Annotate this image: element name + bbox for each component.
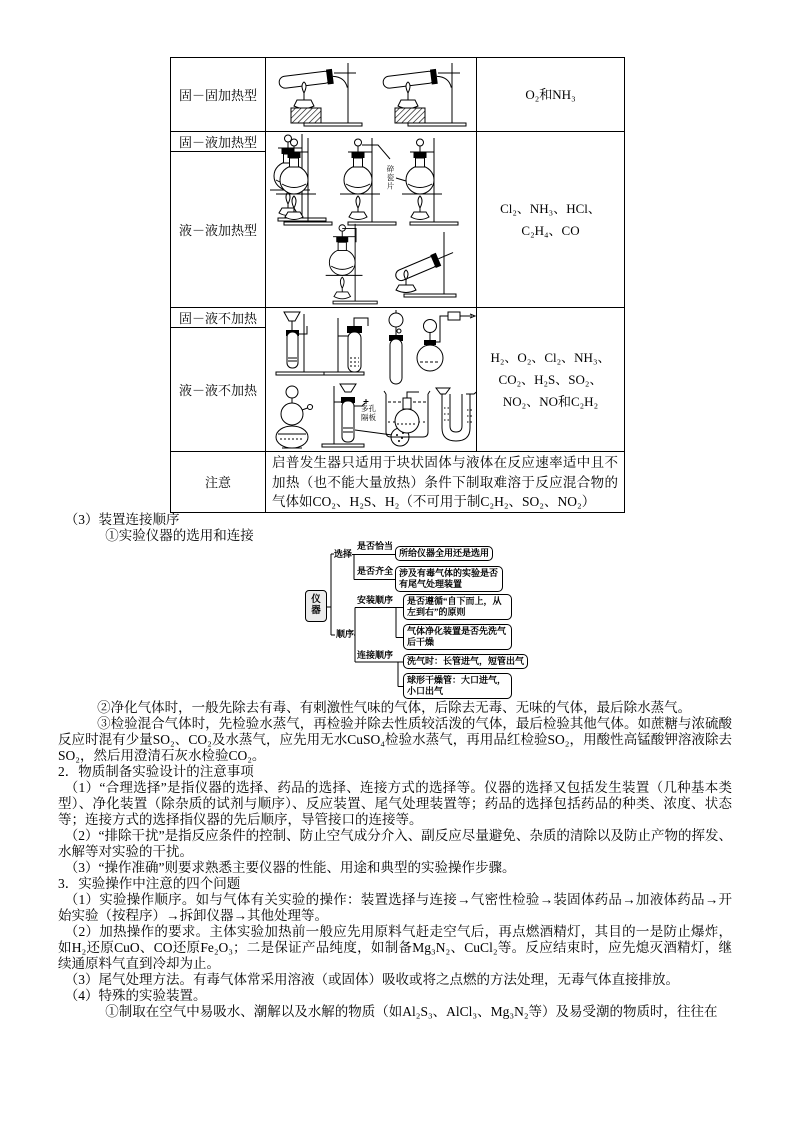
para-note-eliminate-interference: （2）“排除干扰”是指反应条件的控制、防止空气成分介入、副反应尽量避免、杂质的清除以及防止产物的挥发、水解等对实验的干扰。 (58, 828, 732, 859)
flowchart-root-instrument: 仪器 (305, 590, 327, 622)
stoppered-tube-setup (324, 318, 368, 375)
heading-preparation-notes: 2．物质制备实验设计的注意事项 (58, 764, 254, 779)
flowchart-label-order: 顺序 (336, 629, 355, 639)
gases-unheated: H₂、O₂、Cl₂、NH₃、CO₂、H₂S、SO₂、NO₂、NO和C₂H₂ (477, 308, 625, 452)
para-purify-gases: ②净化气体时，一般先除去有毒、有刺激性气味的气体，后除去无毒、无味的气体，最后除水蒸气。 (97, 700, 692, 715)
para-check-mixed-gases: ③检验混合气体时，先检验水蒸气，再检验并除去性质较活泼的气体，最后检验其他气体。如蔗糖与浓硫酸反应时混有少量SO₂、CO₂及水蒸气，应先用无水CuSO₄检验水蒸气，再用品红检验SO₂，用酸性高锰酸钾溶液除去SO₂，然后用澄清石灰水检验CO₂。 (58, 716, 732, 763)
flowchart-label-appropriate: 是否恰当 (357, 541, 394, 551)
porous-plate-label: 多孔隔板 (361, 404, 376, 422)
gases-heated: Cl₂、NH₃、HCl、C₂H₄、CO (477, 132, 625, 308)
u-tube-setup (436, 388, 476, 441)
solid-solid-apparatus-diagram (266, 58, 476, 131)
row-type-solid-liquid-unheated: 固－液不加热 (171, 308, 266, 328)
flowchart-box-wash: 洗气时：长管进气，短管出气 (403, 654, 528, 669)
heated-flask-apparatus-cell (266, 132, 477, 308)
para-op-heating: （2）加热操作的要求。主体实验加热前一般应先用原料气赶走空气后，再点燃酒精灯，其目的一是防止爆炸，如H₂还原CuO、CO还原Fe₂O₃；二是保证产品纯度，如制备Mg₃N₂、CuCl₂等。反应结束时，应先熄灭酒精灯，继续通原料气直到冷却为止。 (58, 924, 732, 971)
flowchart-label-install-order: 安装顺序 (357, 595, 394, 605)
gas-apparatus-table (170, 57, 625, 513)
row-type-liquid-liquid-unheated: 液－液不加热 (171, 328, 266, 452)
heated-test-tube-setup (278, 63, 362, 126)
dropping-funnel-tube-setup (389, 310, 403, 384)
flowchart-label-select: 选择 (334, 549, 353, 559)
unheated-apparatus-diagram (266, 308, 476, 451)
instrument-flowchart (300, 540, 540, 710)
flowchart-box-use-all: 所给仪器全用还是选用 (395, 546, 493, 561)
para-note-reasonable-selection: （1）“合理选择”是指仪器的选择、药品的选择、连接方式的选择等。仪器的选择又包括发生装置（几种基本类型）、净化装置（除杂质的试剂与顺序）、反应装置、尾气处理装置等；药品的选择包括药品的种类、浓度、状态等；连接方式的选择指仪器的先后顺序，导管接口的连接等。 (58, 780, 732, 827)
notice-label: 注意 (171, 452, 266, 513)
row-type-liquid-liquid-heated: 液－液加热型 (171, 152, 266, 308)
body-text (58, 700, 732, 1020)
heated-flask-apparatus-diagram (266, 132, 476, 307)
flowchart-label-connect-order: 连接顺序 (357, 650, 394, 660)
row-type-solid-solid: 固－固加热型 (171, 58, 266, 132)
flowchart-box-dryer: 球形干燥管：大口进气，小口出气 (403, 673, 512, 699)
kipp-generator (276, 386, 313, 448)
flowchart-label-complete: 是否齐全 (357, 566, 394, 576)
flowchart-box-tail-gas: 涉及有毒气体的实验是否有尾气处理装置 (395, 566, 503, 592)
solid-solid-apparatus-cell (266, 58, 477, 132)
para-op-sequence: （1）实验操作顺序。如与气体有关实验的操作：装置选择与连接→气密性检验→装固体药品→加液体药品→开始实验（按程序）→拆卸仪器→其他处理等。 (58, 892, 732, 923)
tilted-test-tube-setup (393, 232, 456, 297)
flask-in-beaker-setup (384, 391, 430, 437)
heading-operation-problems: 3．实验操作中注意的四个问题 (58, 876, 241, 891)
flask-drying-tube-setup (417, 312, 475, 371)
heading-instrument-selection: ①实验仪器的选用和连接 (105, 528, 254, 543)
unheated-apparatus-cell (266, 308, 477, 452)
heading-device-connection: （3）装置连接顺序 (64, 512, 180, 527)
flowchart-box-principle: 是否遵循“自下而上，从左到右”的原则 (403, 594, 512, 620)
row-type-solid-liquid-heated: 固－液加热型 (171, 132, 266, 152)
para-op-tail-gas: （3）尾气处理方法。有毒气体常采用溶液（或固体）吸收或将之点燃的方法处理，无毒气体直接排放。 (64, 972, 679, 987)
gases-solid-solid: O₂和NH₃ (477, 58, 625, 132)
flowchart-box-purify-first: 气体净化装置是否先洗气后干燥 (403, 624, 512, 650)
thistle-funnel-tube-setup (276, 312, 328, 375)
para-op-special-item1: ①制取在空气中易吸水、潮解以及水解的物质（如Al₂S₃、AlCl₃、Mg₃N₂等）及易受潮的物质时，往往在 (105, 1004, 718, 1019)
notice-text: 启普发生器只适用于块状固体与液体在反应速率适中且不加热（也不能大量放热）条件下制取难溶于反应混合物的气体如CO₂、H₂S、H₂（不可用于制C₂H₂、SO₂、NO₂） (266, 452, 625, 513)
para-note-accurate-operation: （3）“操作准确”则要求熟悉主要仪器的性能、用途和典型的实验操作步骤。 (64, 860, 516, 875)
broken-porcelain-label: 碎瓷片 (386, 165, 395, 191)
para-op-special-devices: （4）特殊的实验装置。 (64, 988, 207, 1003)
